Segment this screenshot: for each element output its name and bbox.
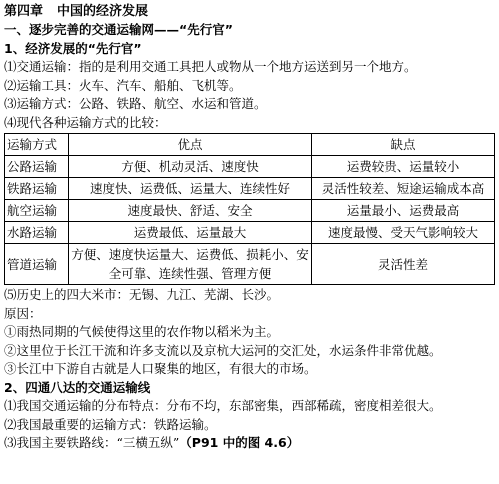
row-mode: 公路运输 (5, 156, 69, 178)
table-row (5, 156, 495, 178)
row-mode: 航空运输 (5, 200, 69, 222)
row-cons: 运费较贵、运量较小 (312, 156, 495, 178)
table-header-row (5, 134, 495, 156)
transport-comparison-table (4, 133, 495, 285)
table-header-pros: 优点 (69, 134, 312, 156)
chapter-title (4, 2, 495, 21)
row-cons: 速度最慢、受天气影响较大 (312, 222, 495, 244)
section2-heading: 2、四通八达的交通运输线 (4, 379, 151, 395)
row-pros: 速度最快、舒适、安全 (69, 200, 312, 222)
figure-reference: （P91 中的图 4.6） (179, 435, 300, 450)
reason-2: ②这里位于长江干流和许多支流以及京杭大运河的交汇处，水运条件非常优越。 (4, 342, 442, 358)
section2-item-1: ⑴我国交通运输的分布特点：分布不均，东部密集，西部稀疏，密度相差很大。 (4, 398, 442, 413)
chapter-name: 中国的经济发展 (57, 4, 149, 19)
row-cons: 灵活性较差、短途运输成本高 (312, 178, 495, 200)
section1-heading: 一、逐步完善的交通运输网——“先行官” (4, 22, 233, 37)
row-mode: 铁路运输 (5, 178, 69, 200)
section2-item-3 (4, 434, 495, 453)
item-5: ⑸历史上的四大米市：无锡、九江、芜湖、长沙。 (4, 287, 280, 302)
row-pros: 速度快、运费低、运量大、连续性好 (69, 178, 312, 200)
item-4: ⑷现代各种运输方式的比较： (4, 114, 167, 130)
row-pros: 运费最低、运量最大 (69, 222, 312, 244)
reason-3: ③长江中下游自古就是人口聚集的地区，有很大的市场。 (4, 361, 317, 376)
table-header-cons: 缺点 (312, 134, 495, 156)
row-cons: 运量最小、运费最高 (312, 200, 495, 222)
table-row (5, 200, 495, 222)
section2-item-2: ⑵我国最重要的运输方式：铁路运输。 (4, 416, 217, 432)
row-pros: 方便、速度快运量大、运费低、损耗小、安全可靠、连续性强、管理方便 (69, 244, 312, 285)
item-1: ⑴交通运输：指的是利用交通工具把人或物从一个地方运送到另一个地方。 (4, 59, 417, 74)
item-3-text: ⑶我国主要铁路线：“三横五纵” (4, 435, 180, 450)
reason-label: 原因： (4, 305, 42, 321)
row-mode: 管道运输 (5, 244, 69, 285)
section1-subheading: 1、经济发展的“先行官” (4, 40, 142, 56)
reason-1: ①雨热同期的气候使得这里的农作物以稻米为主。 (4, 324, 280, 339)
row-cons: 灵活性差 (312, 244, 495, 285)
table-row (5, 178, 495, 200)
table-row (5, 222, 495, 244)
item-3: ⑶运输方式：公路、铁路、航空、水运和管道。 (4, 96, 267, 111)
chapter-number: 第四章 (4, 4, 44, 19)
table-header-mode: 运输方式 (5, 134, 69, 156)
item-2: ⑵运输工具：火车、汽车、船舶、飞机等。 (4, 77, 242, 93)
row-pros: 方便、机动灵活、速度快 (69, 156, 312, 178)
table-row (5, 244, 495, 285)
row-mode: 水路运输 (5, 222, 69, 244)
